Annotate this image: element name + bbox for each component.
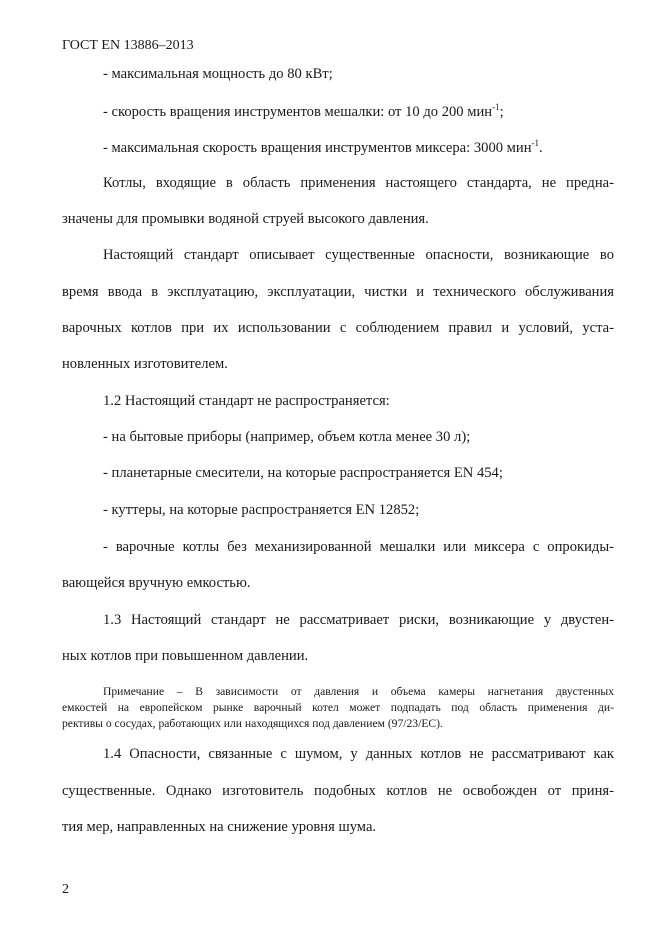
note-line: рективы о сосудах, работающих или находящихся под давлением (97/23/EC). xyxy=(62,717,443,730)
list-item: - максимальная скорость вращения инструментов миксера: 3000 мин$^{-1}$. xyxy=(103,138,543,156)
paragraph-line: Настоящий стандарт описывает существенные опасности, возникающие во xyxy=(103,247,614,263)
list-item: - куттеры, на которые распространяется EN 12852; xyxy=(103,502,420,518)
paragraph-line: время ввода в эксплуатацию, эксплуатации, чистки и технического обслуживания xyxy=(62,284,614,300)
list-item: вающейся вручную емкостью. xyxy=(62,575,251,591)
list-item: - варочные котлы без механизированной мешалки или миксера с опрокиды- xyxy=(103,539,614,555)
note-line: емкостей на европейском рынке варочный котел может подпадать под область применения ди- xyxy=(62,701,614,714)
paragraph-line: 1.4 Опасности, связанные с шумом, у данных котлов не рассматривают как xyxy=(103,746,614,762)
list-item: - максимальная мощность до 80 кВт; xyxy=(103,66,333,82)
paragraph-line: ных котлов при повышенном давлении. xyxy=(62,648,309,664)
page-number: 2 xyxy=(62,882,69,897)
paragraph-line: значены для промывки водяной струей высокого давления. xyxy=(62,211,429,227)
list-item: - планетарные смесители, на которые распространяется EN 454; xyxy=(103,465,503,481)
list-item: - скорость вращения инструментов мешалки: от 10 до 200 мин$^{-1}$; xyxy=(103,102,504,120)
paragraph-line: варочных котлов при их использовании с соблюдением правил и условий, уста- xyxy=(62,320,614,336)
note-line: Примечание – В зависимости от давления и объема камеры нагнетания двустенных xyxy=(103,685,614,698)
paragraph-line: новленных изготовителем. xyxy=(62,356,228,372)
paragraph-line: 1.3 Настоящий стандарт не рассматривает риски, возникающие у двустен- xyxy=(103,612,614,628)
paragraph-line: тия мер, направленных на снижение уровня шума. xyxy=(62,819,377,835)
paragraph-line: существенные. Однако изготовитель подобных котлов не освобожден от приня- xyxy=(62,783,614,799)
list-item: - на бытовые приборы (например, объем котла менее 30 л); xyxy=(103,429,471,445)
paragraph-line: Котлы, входящие в область применения настоящего стандарта, не предна- xyxy=(103,175,614,191)
section-heading: 1.2 Настоящий стандарт не распространяется: xyxy=(103,393,390,409)
document-code: ГОСТ EN 13886–2013 xyxy=(62,38,194,53)
